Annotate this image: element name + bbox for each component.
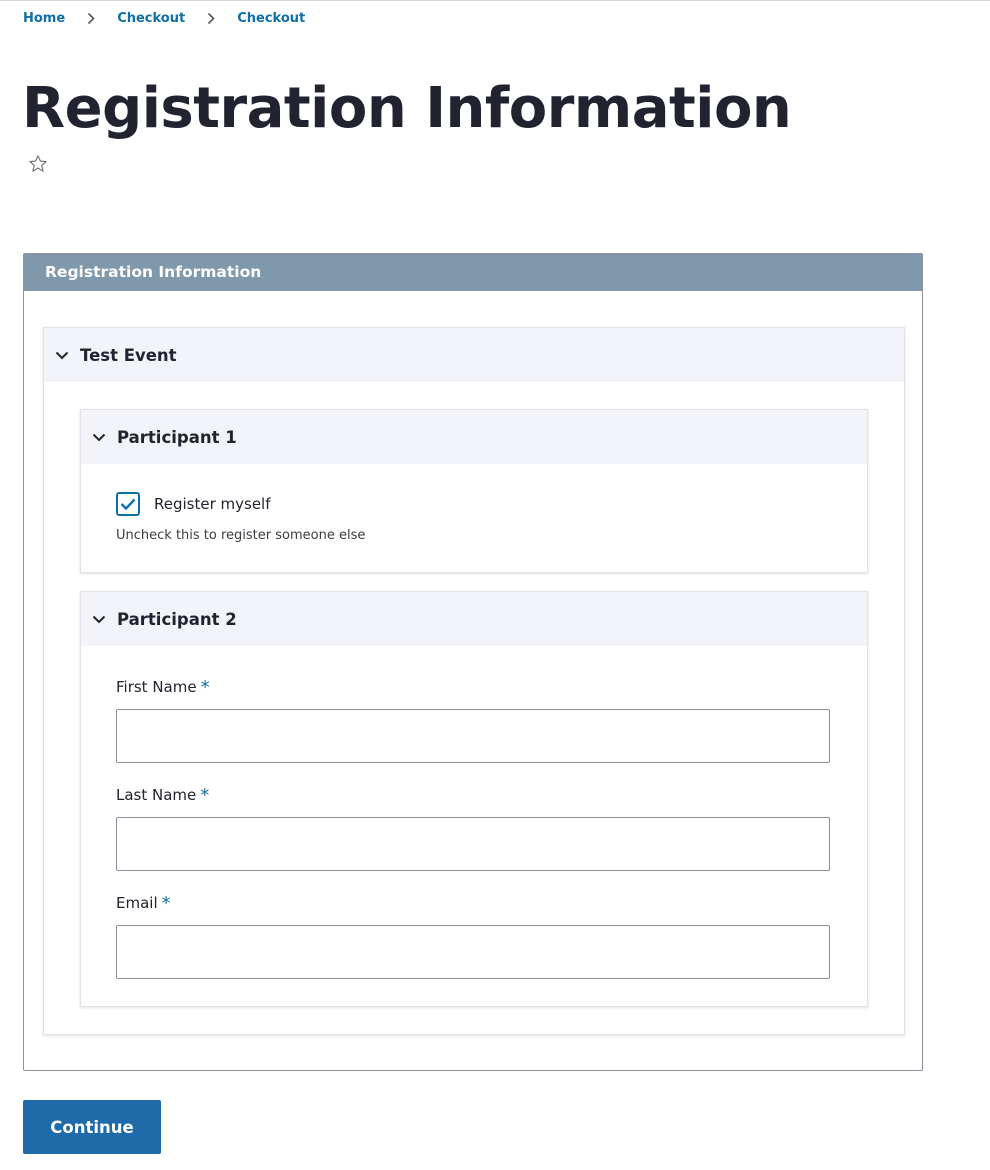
email-input[interactable]	[116, 925, 830, 979]
chevron-right-icon	[185, 11, 237, 26]
event-section	[43, 327, 905, 1035]
last-name-label	[116, 784, 209, 805]
breadcrumb	[23, 11, 305, 26]
breadcrumb-checkout-link[interactable]: Checkout	[117, 11, 186, 26]
breadcrumb-current-link[interactable]: Checkout	[237, 11, 306, 26]
first-name-label	[116, 676, 210, 697]
register-myself-row	[116, 492, 271, 516]
first-name-label-text: First Name	[116, 678, 197, 696]
required-asterisk: *	[200, 677, 210, 698]
page-title: Registration Information	[22, 76, 792, 141]
required-asterisk: *	[200, 785, 210, 806]
registration-panel-header: Registration Information	[24, 254, 922, 291]
chevron-right-icon	[65, 11, 117, 26]
breadcrumb-home-link[interactable]: Home	[23, 11, 66, 26]
event-summary-toggle[interactable]	[44, 328, 904, 382]
required-asterisk: *	[161, 893, 171, 914]
continue-button[interactable]: Continue	[23, 1100, 161, 1154]
registration-panel	[23, 253, 923, 1071]
participant-2-section	[80, 591, 868, 1007]
register-myself-description: Uncheck this to register someone else	[116, 528, 366, 543]
chevron-down-icon	[81, 433, 117, 442]
register-myself-label[interactable]: Register myself	[154, 495, 271, 513]
register-myself-checkbox[interactable]	[116, 492, 140, 516]
last-name-label-text: Last Name	[116, 786, 197, 804]
email-label	[116, 892, 171, 913]
participant-1-title: Participant 1	[117, 427, 237, 447]
first-name-input[interactable]	[116, 709, 830, 763]
event-title: Test Event	[80, 345, 177, 365]
chevron-down-icon	[44, 351, 80, 360]
last-name-input[interactable]	[116, 817, 830, 871]
participant-2-summary-toggle[interactable]	[81, 592, 867, 646]
participant-1-summary-toggle[interactable]	[81, 410, 867, 464]
participant-2-title: Participant 2	[117, 609, 237, 629]
checkmark-icon	[120, 498, 136, 510]
star-outline-icon[interactable]	[28, 154, 48, 174]
email-label-text: Email	[116, 894, 158, 912]
participant-1-section	[80, 409, 868, 573]
top-border	[0, 0, 990, 1]
chevron-down-icon	[81, 615, 117, 624]
